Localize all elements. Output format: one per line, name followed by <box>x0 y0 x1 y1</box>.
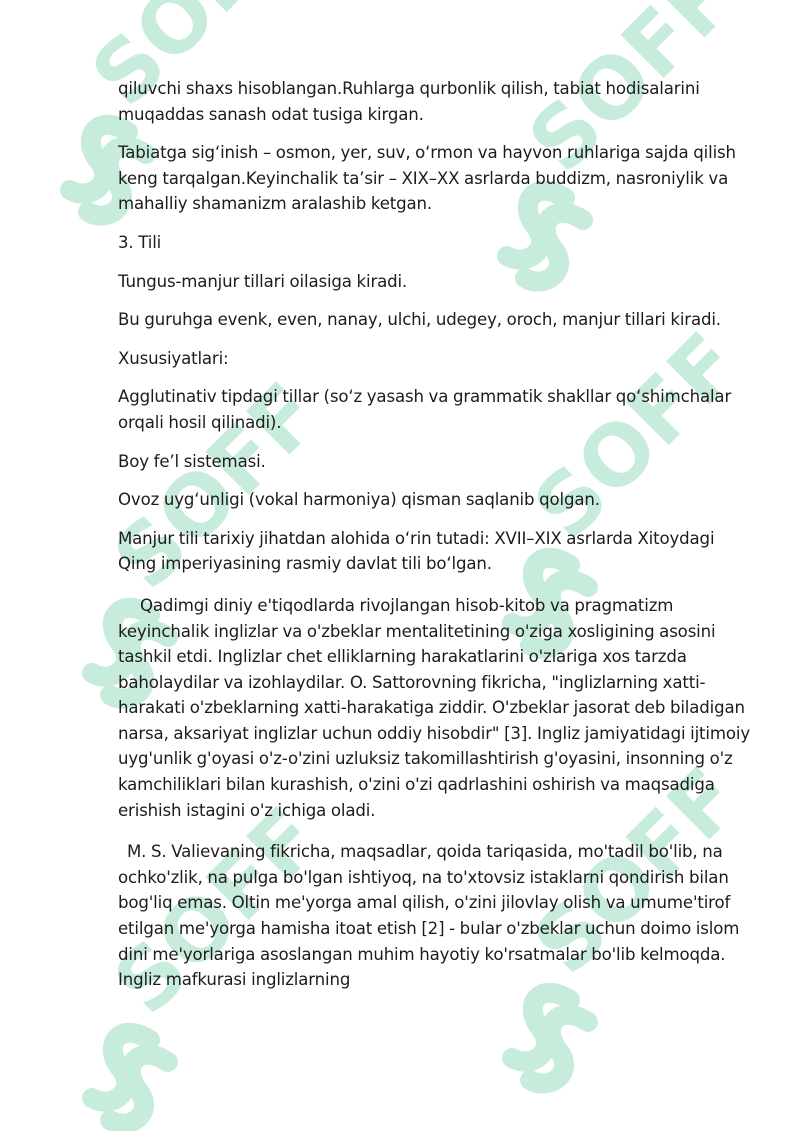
paragraph: Qadimgi diniy e'tiqodlarda rivojlangan hisob-kitob va pragmatizm keyinchalik inglizlar va o'zbeklar mentalitetining o'ziga xosligining asosini tashkil etdi. Inglizlar chet elliklarning harakatlarini o'zlariga xos tarzda baholaydilar va izohlaydilar. O. Sattorovning fikricha, "inglizlarning xatti-harakati o'zbeklarning xatti-harakatiga ziddir. O'zbeklar jasorat deb biladigan narsa, aksariyat inglizlar uchun oddiy hisobdir" [3]. Ingliz jamiyatidagi ijtimoiy uyg'unlik g'oyasi o'z-o'zini uzluksiz takomillashtirish g'oyasini, insonning o'z kamchiliklari bilan kurashish, o'zini o'zi qadrlashini oshirish va maqsadiga erishish istagini o'z ichiga oladi. <box>118 595 751 820</box>
paragraph: Tungus-manjur tillari oilasiga kiradi. <box>118 271 408 291</box>
section-heading: 3. Tili <box>118 232 162 252</box>
paragraph: Agglutinativ tipdagi tillar (so‘z yasash va grammatik shakllar qo‘shimchalar orqali hosil qilinadi). <box>118 387 732 432</box>
paragraph: Ovoz uyg‘unligi (vokal harmoniya) qisman saqlanib qolgan. <box>118 490 600 510</box>
document-page <box>118 76 753 993</box>
paragraph: M. S. Valievaning fikricha, maqsadlar, qoida tariqasida, mo'tadil bo'lib, na ochko'zlik, na pulga bo'lgan ishtiyoq, na to'xtovsiz istaklarni qondirish bilan bog'liq emas. Oltin me'yorga amal qilish, o'zini jilovlay olish va umume'tirof etilgan me'yorga hamisha itoat etish [2] - bular o'zbeklar uchun doimo islom dini me'yorlariga asoslangan muhim hayotiy ko'rsatmalar bo'lib kelmoqda. Ingliz mafkurasi inglizlarning <box>118 842 740 990</box>
paragraph: Bu guruhga evenk, even, nanay, ulchi, udegey, oroch, manjur tillari kiradi. <box>118 310 721 330</box>
paragraph: Tabiatga sig‘inish – osmon, yer, suv, o‘rmon va hayvon ruhlariga sajda qilish keng tarqalgan.Keyinchalik ta’sir – XIX–XX asrlarda buddizm, nasroniylik va mahalliy shamanizm aralashib ketgan. <box>118 143 736 214</box>
paragraph: Manjur tili tarixiy jihatdan alohida o‘rin tutadi: XVII–XIX asrlarda Xitoydagi Qing imperiyasining rasmiy davlat tili bo‘lgan. <box>118 528 715 574</box>
paragraph: Boy fe’l sistemasi. <box>118 451 266 471</box>
paragraph: qiluvchi shaxs hisoblangan.Ruhlarga qurbonlik qilish, tabiat hodisalarini muqaddas sanash odat tusiga kirgan. <box>118 79 700 124</box>
paragraph: Xususiyatlari: <box>118 348 229 368</box>
